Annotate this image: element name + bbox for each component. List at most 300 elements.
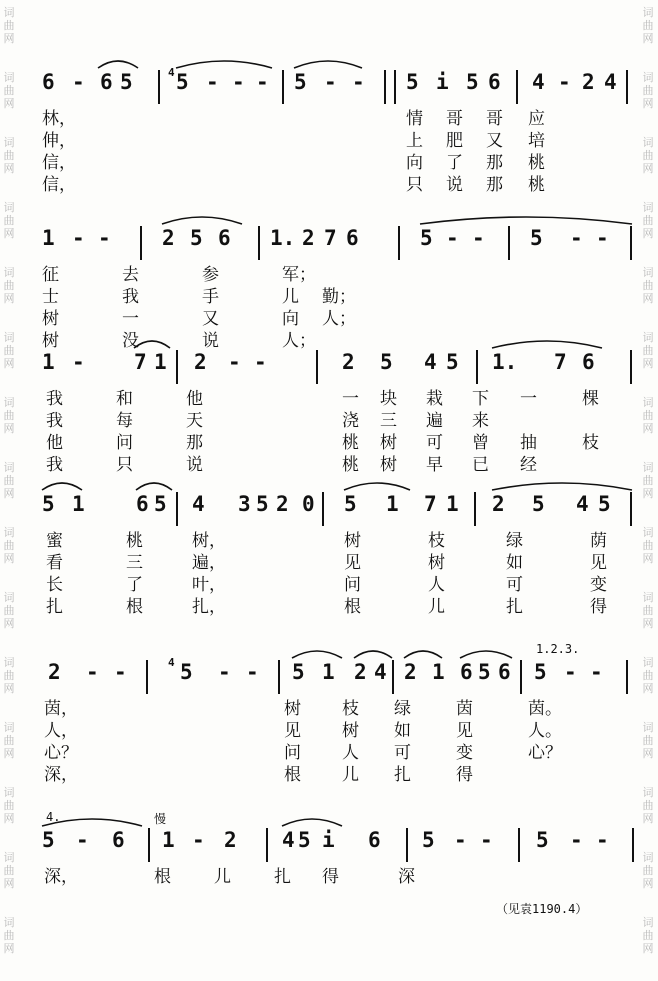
watermark-char: 曲 [3, 279, 15, 292]
watermark-char: 曲 [642, 214, 654, 227]
lyric-word: 我 [46, 455, 63, 475]
note: 7 [134, 350, 147, 374]
watermark-char: 曲 [642, 669, 654, 682]
lyric-word: 只 [406, 175, 423, 195]
note: 2 [48, 660, 61, 684]
dash-note: - [114, 660, 127, 684]
watermark-char: 曲 [3, 19, 15, 32]
slur-arc [292, 651, 342, 658]
dash-note: - [246, 660, 259, 684]
note: 6 [346, 226, 359, 250]
lyric-word: 桃 [342, 433, 359, 453]
note: 2 [302, 226, 315, 250]
lyric-word: 得 [322, 867, 339, 887]
watermark-char: 网 [3, 422, 15, 435]
watermark-char: 网 [3, 32, 15, 45]
lyric-word: 他 [46, 433, 63, 453]
note: 6 [136, 492, 149, 516]
lyric-word: 我 [122, 287, 139, 307]
lyric-line [42, 592, 638, 617]
watermark-char: 词 [3, 656, 15, 669]
lyric-word: 根 [126, 597, 143, 617]
lyric-word: 问 [116, 433, 133, 453]
lyric-word: 人 [428, 575, 445, 595]
note: 3 [238, 492, 251, 516]
lyric-word: 深， [44, 765, 78, 785]
watermark-char: 曲 [642, 604, 654, 617]
watermark-char: 词 [642, 71, 654, 84]
dash-note: - [192, 828, 205, 852]
note: 1. [492, 350, 518, 374]
dash-note: - [218, 660, 231, 684]
watermark-char: 曲 [3, 474, 15, 487]
lyric-word: 一 [342, 389, 359, 409]
lyric-word: 棵 [582, 389, 599, 409]
barline [630, 226, 632, 260]
lyric-word: 没 [122, 331, 139, 351]
watermark-char: 曲 [642, 409, 654, 422]
lyric-word: 桃 [126, 531, 143, 551]
watermark-char: 曲 [3, 539, 15, 552]
lyric-line [42, 148, 638, 173]
lyric-word: 曾 [472, 433, 489, 453]
watermark-char: 曲 [642, 344, 654, 357]
watermark-char: 曲 [3, 799, 15, 812]
slur-arc [492, 483, 632, 490]
lyric-word: 三 [126, 553, 143, 573]
lyric-line [42, 760, 638, 785]
watermark-char: 曲 [642, 929, 654, 942]
watermark-char: 曲 [3, 734, 15, 747]
note: 5 [256, 492, 269, 516]
lyric-word: 下 [472, 389, 489, 409]
slur-arc [282, 819, 342, 826]
dash-note: - [206, 70, 219, 94]
note: 6 [498, 660, 511, 684]
note: 4 [374, 660, 387, 684]
lyric-word: 扎 [46, 597, 63, 617]
lyric-word: 荫 [590, 531, 607, 551]
lyric-word: 茵， [44, 699, 78, 719]
barline [520, 660, 522, 694]
watermark-char: 词 [642, 136, 654, 149]
note: 6 [100, 70, 113, 94]
lyric-word: 遍， [192, 553, 226, 573]
barline [518, 828, 520, 862]
lyric-word: 儿 [214, 867, 231, 887]
slur-arc [404, 651, 442, 658]
note: 5 [534, 660, 547, 684]
dash-note: - [228, 350, 241, 374]
lyric-word: 得 [456, 765, 473, 785]
watermark-char: 网 [3, 97, 15, 110]
barline [516, 70, 518, 104]
note: 5 [446, 350, 459, 374]
note: 2 [162, 226, 175, 250]
lyric-word: 树 [42, 331, 59, 351]
dash-note: - [352, 70, 365, 94]
watermark-char: 网 [642, 812, 654, 825]
note: 2 [582, 70, 595, 94]
watermark-char: 网 [642, 292, 654, 305]
lyric-word: 枝 [428, 531, 445, 551]
note: 2 [276, 492, 289, 516]
lyric-word: 见 [590, 553, 607, 573]
lyric-word: 早 [426, 455, 443, 475]
note: 4 [168, 66, 175, 79]
watermark-char: 词 [3, 396, 15, 409]
slur-marks [42, 62, 638, 72]
slur-arc [98, 61, 138, 68]
dash-note: - [72, 226, 85, 250]
note: 5 [176, 70, 189, 94]
watermark-char: 词 [642, 916, 654, 929]
note: 5 [190, 226, 203, 250]
lyric-word: 说 [186, 455, 203, 475]
note: 5 [598, 492, 611, 516]
watermark-char: 词 [642, 786, 654, 799]
watermark-char: 曲 [3, 929, 15, 942]
barline [258, 226, 260, 260]
note: 1. [270, 226, 296, 250]
lyric-word: 我 [46, 411, 63, 431]
lyric-word: 人； [282, 331, 316, 351]
dash-note: - [86, 660, 99, 684]
note: 5 [180, 660, 193, 684]
dash-note: - [570, 226, 583, 250]
slur-arc [294, 61, 362, 68]
barline [632, 828, 634, 862]
watermark-char: 网 [3, 357, 15, 370]
lyric-word: 了 [446, 153, 463, 173]
watermark-char: 词 [642, 331, 654, 344]
note: 7 [424, 492, 437, 516]
note: 4 [576, 492, 589, 516]
note: 4 [192, 492, 205, 516]
lyric-line [42, 694, 638, 719]
watermark-char: 网 [3, 812, 15, 825]
lyric-line [42, 384, 638, 409]
watermark-right [640, 6, 656, 981]
dash-note: - [76, 828, 89, 852]
watermark-char: 曲 [3, 864, 15, 877]
barline [626, 660, 628, 694]
note: 7 [324, 226, 337, 250]
watermark-char: 网 [3, 747, 15, 760]
lyric-line [42, 260, 638, 285]
watermark-char: 词 [3, 916, 15, 929]
dash-note: - [72, 70, 85, 94]
watermark-char: 网 [642, 422, 654, 435]
slur-arc [42, 483, 82, 490]
lyric-word: 人， [44, 721, 78, 741]
lyric-word: 根 [154, 867, 171, 887]
lyric-word: 心？ [44, 743, 78, 763]
slur-marks [42, 218, 638, 228]
lyric-word: 那 [186, 433, 203, 453]
note: i [322, 828, 335, 852]
lyric-line [42, 282, 638, 307]
watermark-char: 曲 [3, 604, 15, 617]
note: 2 [492, 492, 505, 516]
lyric-word: 长 [46, 575, 63, 595]
lyric-line [42, 428, 638, 453]
lyric-word: 抽 [520, 433, 537, 453]
barline [158, 70, 160, 104]
notation-line [42, 66, 638, 104]
watermark-char: 曲 [642, 19, 654, 32]
dash-note: - [446, 226, 459, 250]
watermark-char: 词 [3, 786, 15, 799]
note: 2 [404, 660, 417, 684]
note: 5 [406, 70, 419, 94]
source-note: （见袁1190.4） [496, 902, 588, 916]
lyric-word: 见 [344, 553, 361, 573]
note: 6 [460, 660, 473, 684]
lyric-word: 又 [486, 131, 503, 151]
tempo-mark: 慢 [154, 812, 167, 826]
dash-note: - [596, 226, 609, 250]
lyric-word: 心？ [528, 743, 562, 763]
watermark-char: 网 [3, 292, 15, 305]
watermark-char: 曲 [642, 864, 654, 877]
watermark-char: 曲 [3, 669, 15, 682]
lyric-word: 深 [398, 867, 415, 887]
lyric-word: 上 [406, 131, 423, 151]
watermark-char: 网 [3, 942, 15, 955]
lyric-word: 培 [528, 131, 545, 151]
watermark-char: 网 [3, 162, 15, 175]
watermark-char: 词 [642, 396, 654, 409]
slur-arc [420, 217, 632, 224]
barline [322, 492, 324, 526]
notation-line [42, 828, 638, 862]
lyric-word: 天 [186, 411, 203, 431]
lyric-word: 儿 [428, 597, 445, 617]
note: 2 [354, 660, 367, 684]
note: 5 [530, 226, 543, 250]
watermark-char: 曲 [642, 84, 654, 97]
note: 1 [446, 492, 459, 516]
note: 2 [342, 350, 355, 374]
barline [406, 828, 408, 862]
barline [176, 350, 178, 384]
lyric-word: 桃 [342, 455, 359, 475]
lyric-word: 林， [42, 109, 76, 129]
watermark-char: 曲 [642, 799, 654, 812]
lyric-word: 枝 [342, 699, 359, 719]
watermark-char: 网 [3, 682, 15, 695]
watermark-char: 网 [642, 617, 654, 630]
slur-arc [134, 341, 170, 348]
lyric-word: 绿 [506, 531, 523, 551]
lyric-word: 勤； [322, 287, 356, 307]
dash-note: - [254, 350, 267, 374]
barline [398, 226, 400, 260]
watermark-char: 网 [642, 682, 654, 695]
lyric-word: 茵 [456, 699, 473, 719]
lyric-word: 来 [472, 411, 489, 431]
lyric-word: 经 [520, 455, 537, 475]
lyric-word: 扎 [394, 765, 411, 785]
note: 2 [224, 828, 237, 852]
watermark-char: 曲 [642, 279, 654, 292]
lyric-word: 他 [186, 389, 203, 409]
lyric-word: 根 [284, 765, 301, 785]
lyric-word: 扎 [506, 597, 523, 617]
barline [282, 70, 284, 104]
watermark-char: 词 [642, 201, 654, 214]
lyric-word: 得 [590, 597, 607, 617]
note: 0 [302, 492, 315, 516]
notation-line [42, 226, 638, 260]
lyric-word: 树 [342, 721, 359, 741]
lyric-word: 问 [344, 575, 361, 595]
note: 5 [478, 660, 491, 684]
dash-note: - [596, 828, 609, 852]
dash-note: - [590, 660, 603, 684]
watermark-char: 词 [3, 331, 15, 344]
lyric-word: 军； [282, 265, 316, 285]
lyric-word: 可 [506, 575, 523, 595]
lyric-word: 手 [202, 287, 219, 307]
note: 6 [42, 70, 55, 94]
lyric-word: 三 [380, 411, 397, 431]
lyric-word: 树 [428, 553, 445, 573]
barline [630, 350, 632, 384]
dash-note: - [98, 226, 111, 250]
dash-note: - [570, 828, 583, 852]
note: 5 [532, 492, 545, 516]
watermark-char: 曲 [3, 84, 15, 97]
watermark-char: 词 [642, 656, 654, 669]
lyric-word: 变 [456, 743, 473, 763]
lyric-word: 茵。 [528, 699, 562, 719]
watermark-char: 网 [642, 877, 654, 890]
watermark-char: 词 [3, 136, 15, 149]
note: 5 [294, 70, 307, 94]
watermark-char: 网 [3, 552, 15, 565]
lyric-word: 看 [46, 553, 63, 573]
note: 4 [532, 70, 545, 94]
watermark-char: 词 [3, 526, 15, 539]
dash-note: - [72, 350, 85, 374]
lyric-word: 绿 [394, 699, 411, 719]
notation-line [42, 492, 638, 526]
watermark-char: 网 [642, 32, 654, 45]
watermark-char: 曲 [3, 149, 15, 162]
watermark-char: 曲 [642, 149, 654, 162]
note: 1 [154, 350, 167, 374]
barline [146, 660, 148, 694]
barline [394, 70, 396, 104]
notation-line [42, 656, 638, 694]
watermark-char: 曲 [3, 409, 15, 422]
lyric-word: 参 [202, 265, 219, 285]
watermark-char: 词 [642, 721, 654, 734]
note: 6 [112, 828, 125, 852]
lyric-word: 人 [342, 743, 359, 763]
lyric-word: 又 [202, 309, 219, 329]
slur-arc [460, 651, 512, 658]
lyric-word: 儿 [282, 287, 299, 307]
barline [148, 828, 150, 862]
slur-arc [176, 61, 272, 68]
lyric-word: 深， [44, 867, 78, 887]
lyric-word: 浇 [342, 411, 359, 431]
watermark-char: 网 [642, 162, 654, 175]
dash-note: - [324, 70, 337, 94]
barline [626, 70, 628, 104]
dash-note: - [558, 70, 571, 94]
lyric-line [42, 104, 638, 129]
note: 7 [554, 350, 567, 374]
slur-marks [42, 484, 638, 494]
lyric-word: 应 [528, 109, 545, 129]
watermark-char: 词 [3, 851, 15, 864]
lyric-word: 情 [406, 109, 423, 129]
watermark-char: 网 [642, 747, 654, 760]
lyric-word: 肥 [446, 131, 463, 151]
barline [266, 828, 268, 862]
lyric-word: 见 [456, 721, 473, 741]
lyric-line [42, 450, 638, 475]
lyric-word: 桃 [528, 175, 545, 195]
slur-arc [492, 341, 602, 348]
slur-arc [344, 483, 410, 490]
slur-arc [136, 483, 172, 490]
lyric-word: 伸， [42, 131, 76, 151]
note: 5 [42, 492, 55, 516]
slur-marks [42, 820, 638, 830]
note: 5 [120, 70, 133, 94]
dash-note: - [564, 660, 577, 684]
lyric-line [42, 170, 638, 195]
note: 1 [322, 660, 335, 684]
barline [474, 492, 476, 526]
barline [508, 226, 510, 260]
lyric-word: 桃 [528, 153, 545, 173]
note: 1 [162, 828, 175, 852]
watermark-char: 词 [642, 591, 654, 604]
lyric-word: 可 [394, 743, 411, 763]
lyric-word: 树 [42, 309, 59, 329]
watermark-char: 词 [642, 461, 654, 474]
lyric-line [42, 738, 638, 763]
watermark-char: 词 [642, 851, 654, 864]
dash-note: - [454, 828, 467, 852]
lyric-word: 士 [42, 287, 59, 307]
lyric-word: 信， [42, 175, 76, 195]
watermark-char: 词 [3, 71, 15, 84]
slur-arc [354, 651, 392, 658]
note: 4 [424, 350, 437, 374]
note: 2 [194, 350, 207, 374]
lyric-word: 我 [46, 389, 63, 409]
lyric-word: 树 [380, 455, 397, 475]
note: 5 [344, 492, 357, 516]
note: 5 [466, 70, 479, 94]
lyric-word: 和 [116, 389, 133, 409]
watermark-char: 词 [642, 6, 654, 19]
lyric-word: 可 [426, 433, 443, 453]
slur-arc [162, 217, 242, 224]
watermark-char: 网 [3, 877, 15, 890]
watermark-char: 网 [642, 357, 654, 370]
lyric-word: 块 [380, 389, 397, 409]
watermark-char: 曲 [642, 539, 654, 552]
lyric-word: 向 [282, 309, 299, 329]
